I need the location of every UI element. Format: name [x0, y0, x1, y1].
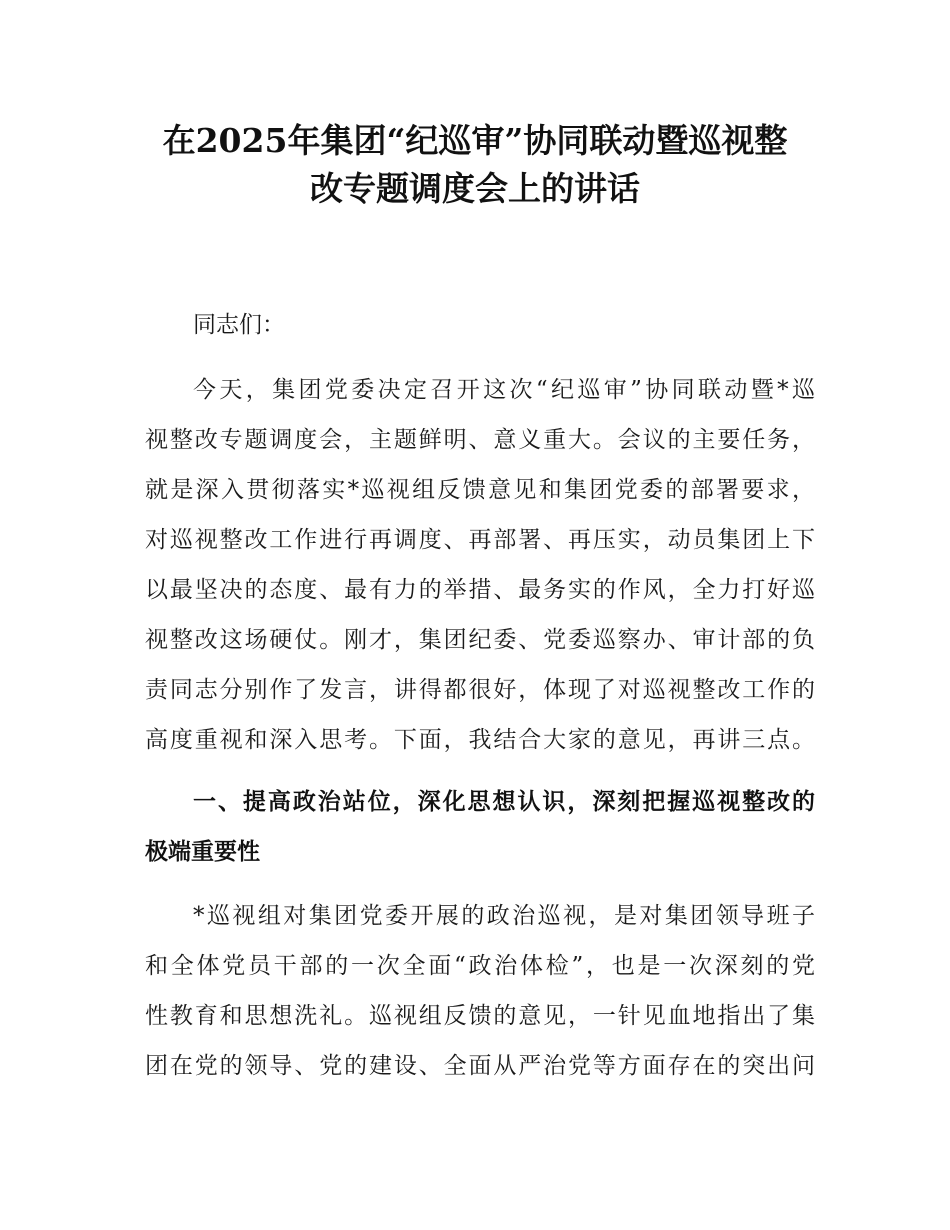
paragraph-1-line: 高度重视和深入思考。下面，我结合大家的意见，再讲三点。 — [145, 727, 815, 753]
paragraph-1-line: 今天，集团党委决定召开这次“纪巡审”协同联动暨*巡 — [193, 377, 815, 403]
section-heading-1-line: 一、提高政治站位，深化思想认识，深刻把握巡视整改的 — [193, 789, 815, 815]
salutation: 同志们： — [193, 312, 285, 338]
paragraph-2-line: 和全体党员干部的一次全面“政治体检”，也是一次深刻的党 — [145, 953, 815, 979]
section-heading-1-line: 极端重要性 — [145, 839, 260, 865]
paragraph-1-line: 就是深入贯彻落实*巡视组反馈意见和集团党委的部署要求， — [145, 477, 815, 503]
paragraph-1-line: 以最坚决的态度、最有力的举措、最务实的作风，全力打好巡 — [145, 577, 815, 603]
paragraph-1-line: 视整改专题调度会，主题鲜明、意义重大。会议的主要任务， — [145, 427, 815, 453]
paragraph-2-line: 性教育和思想洗礼。巡视组反馈的意见，一针见血地指出了集 — [145, 1003, 815, 1029]
paragraph-1-line: 责同志分别作了发言，讲得都很好，体现了对巡视整改工作的 — [145, 677, 815, 703]
paragraph-1-line: 视整改这场硬仗。刚才，集团纪委、党委巡察办、审计部的负 — [145, 627, 815, 653]
document-title-line-1: 在2025年集团“纪巡审”协同联动暨巡视整 — [162, 121, 788, 160]
paragraph-1-line: 对巡视整改工作进行再调度、再部署、再压实，动员集团上下 — [145, 527, 815, 553]
document-title-line-2: 改专题调度会上的讲话 — [310, 169, 640, 208]
paragraph-2-line: 团在党的领导、党的建设、全面从严治党等方面存在的突出问 — [145, 1053, 815, 1079]
paragraph-2-line: *巡视组对集团党委开展的政治巡视，是对集团领导班子 — [193, 903, 815, 929]
